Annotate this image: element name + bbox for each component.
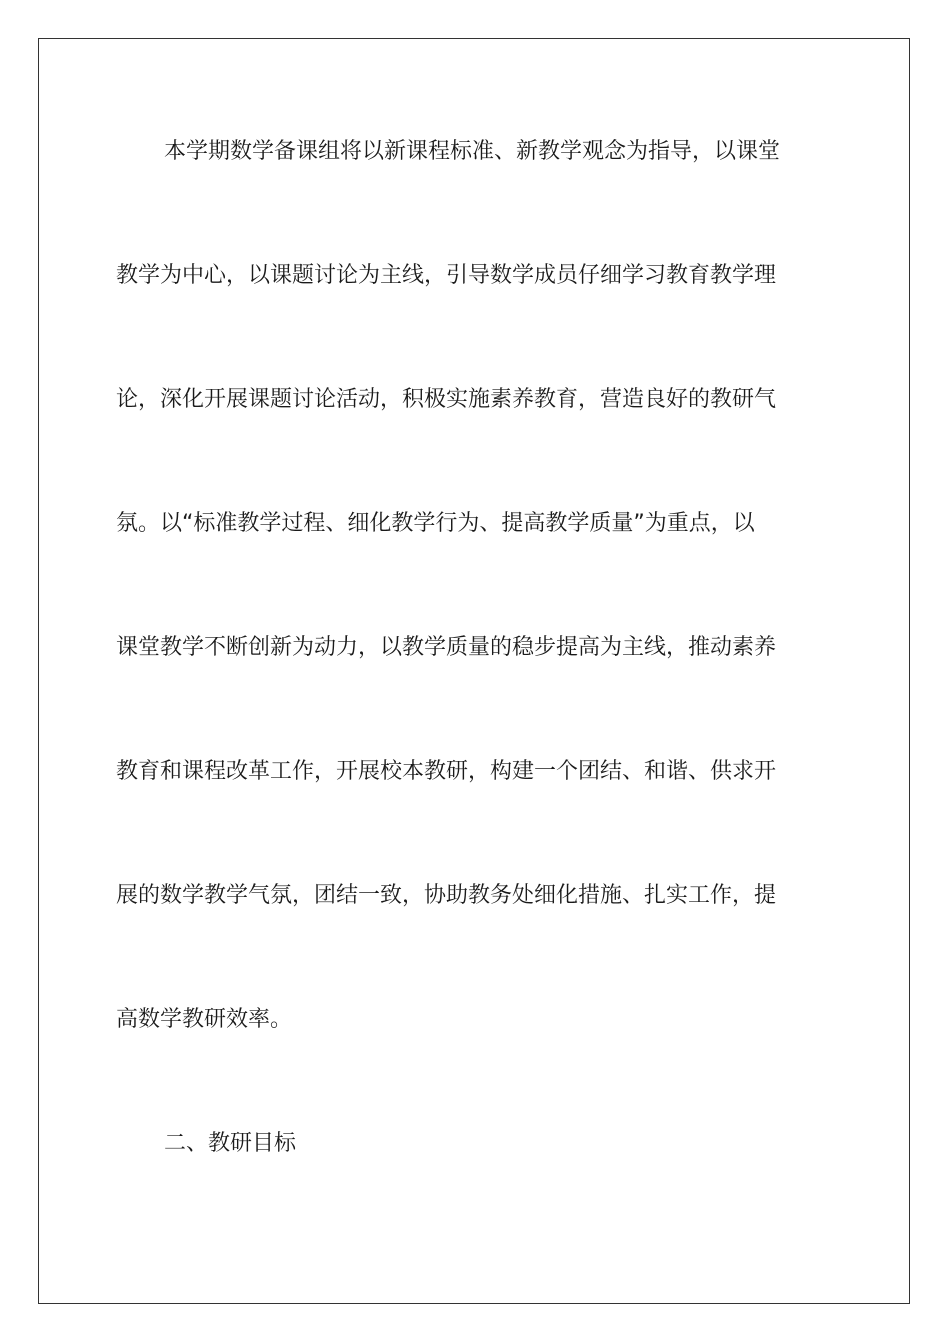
page-border <box>38 38 910 1304</box>
paragraph-line-6: 教育和课程改革工作，开展校本教研，构建一个团结、和谐、供求开 <box>116 759 777 784</box>
paragraph-line-5: 课堂教学不断创新为动力，以教学质量的稳步提高为主线，推动素养 <box>116 635 777 660</box>
paragraph-line-1: 本学期数学备课组将以新课程标准、新教学观念为指导，以课堂 <box>164 139 781 164</box>
paragraph-line-2: 教学为中心，以课题讨论为主线，引导数学成员仔细学习教育教学理 <box>116 263 777 288</box>
section-heading: 二、教研目标 <box>164 1131 297 1156</box>
paragraph-line-3: 论，深化开展课题讨论活动，积极实施素养教育，营造良好的教研气 <box>116 387 777 412</box>
paragraph-line-8: 高数学教研效率。 <box>116 1007 293 1032</box>
paragraph-line-4: 氛。以“标准教学过程、细化教学行为、提高教学质量”为重点，以 <box>116 511 755 536</box>
paragraph-line-7: 展的数学教学气氛，团结一致，协助教务处细化措施、扎实工作，提 <box>116 883 777 908</box>
